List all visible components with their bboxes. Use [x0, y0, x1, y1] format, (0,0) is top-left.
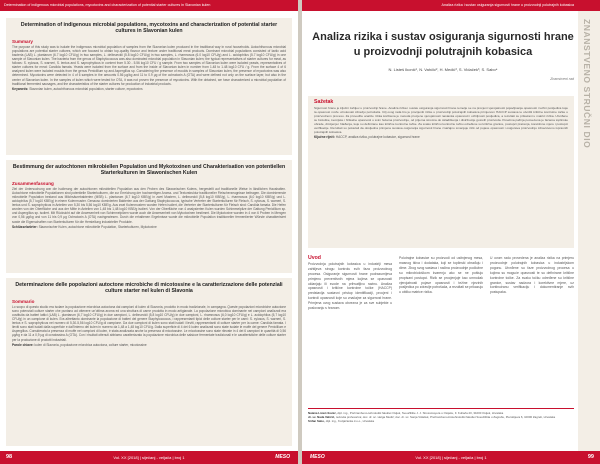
abstract-text: Ziel der Untersuchung war die Isolierung der autochtonen mikrobiellen Population aus den Proben des Slawonischen Kulens, hergestellt auf traditionelle Weise in ländlichen Haushalten. Autochtone mikrobielle Populationen sind potentielle Starterkulturen, die zur Erreichung der hochwertigen Aroma- und Texturstruktur traditioneller Fleischerzeugnisse beitragen. Die dominierende mikrobielle Population bestand aus Milchsäurebakterien (MSB) L. plantarum (6,7 log10 KBE/g) in zwei Mustern, L. delbrueckii (5,8 log10 KBE/g), L. rhamnosus (6,0 log10 KBE/g) und L. acidophilus (5,7 log10 KBE/g) in einem Kulenmuster. Genauso dominierten Bakterien aus der Gattung Staphylococcus, typische Vertreter der Starterkulturen für Fleisch, S. xylosus, S. warneri, S. lentus und S. saprophyticus in Anteilen von 5,30 bis 5,56 log10 KBE/g. Aus zwei Kulenmustern wurden Hefen isoliert, die Vertreter der Starterkulturen für Fleisch sind: Candida famata. Die Hefen wurden von der Oberfläche und aus der Mitte in Anteilen von 1,48 bis 1,48 log10 KBE/g isoliert. Von der Oberfläche von 4 analysierten Kulen wurden Schimmelpilze der Gattung Penicillium sp. und Aspergillus sp. isoliert. Mit Rücksicht auf die Anwesenheit von Schimmelpilzen wurde auch die Anwesenheit von Mykotoxinen bestimmt. Die Mykotoxine wurden in 4 von 6 Proben in Mengen von 0,56 µg/kg und von 11 bis 0,9 µg Ochratoxin A (OTA) nachgewiesen. Durch die erhaltenen Ergebnisse wurde die mikrobielle Population traditioneller fermentierter Würste charakterisiert sowie die Eigenschaften von Starterkulturen für die Herstellung industrieller Produkte. — [12, 186, 286, 224]
article-title: Analiza rizika i sustav osiguranja sigurnosti hrane u proizvodnji polutrajnih kobasica — [312, 31, 574, 58]
abstract-english — [6, 18, 292, 155]
page-number: 99 — [587, 454, 594, 460]
abstract-keywords — [12, 343, 286, 347]
page-number: 98 — [6, 454, 13, 460]
affiliation-text: redovita profesorica; doc. dr. sc. Helga Medić; doc. dr. sc. Sanja Vidaček, Prehrambeno-biotehnološki fakultet Sveučilišta u Zagrebu, Pierottijeva 6, 10000 Zagreb, Hrvatska — [335, 415, 556, 419]
keywords-value: kulen di Slavonia, popolazione microbica autoctona, colture starter, micotossine — [34, 342, 147, 347]
body-column-3 — [490, 256, 574, 295]
abstract-keywords — [12, 225, 286, 229]
abstract-italian — [6, 278, 292, 446]
keywords-label: Keywords: — [12, 86, 29, 91]
abstract-text: Sigurnost hrane je ključni zahtjev u proizvodnji hrane. Analiza rizika i sustav osiguranja sigurnosti hrane temelje se na procjeni vjerojatnosti pojavljivanja opasnosti i težini posljedica koje ta opasnost može uzrokovati zdravlju potrošača. Cilj ovog rada bio je procijeniti rizike u proizvodnji polutrajnih kobasica primjenom HACCP sustava te utvrditi kritične kontrolne točke u proizvodnom procesu. Za provedbu analize rizika korištena je metoda procjene vjerojatnosti nastanka opasnosti i ozbiljnosti posljedica, a rezultati su prikazani u matrici rizika. Utvrđene su biološke, kemijske i fizikalne opasnosti u svim fazama proizvodnje, od prijema sirovina do skladištenja i distribucije gotovih proizvoda. Posebna pažnja posvećena je fazama toplinske obrade, dimljenja i hlađenja, koje su definirane kao kritične kontrolne točke. Za svaku kritičnu kontrolnu točku određene su kritične granice, postupci praćenja, korektivne mjere i postupci verifikacije. Rezultati su pokazali da dosljedna primjena sustava osiguranja sigurnosti hrane značajno smanjuje rizik od pojave opasnosti i osigurava proizvodnju zdravstveno ispravnih polutrajnih kobasica. — [314, 106, 568, 135]
abstract-keywords — [12, 87, 286, 91]
keywords-value: Slawonischer Kulen, autochtone mikrobielle Population, Starterkulturen, Mykotoxine — [38, 224, 157, 229]
abstract-text: Lo scopo di questo studio era isolare la popolazione microbica autoctona dai campioni di kulen di Slavonia, prodotto in modo tradizionale, in campagna. Queste popolazioni microbiche autoctone sono potenziali culture starter che puntano ad ottenere un'ottima aroma ed una struttura di carne prodotta in modo artigianale. La popolazione microbica dominante nei campioni analizzati era costituita da batteri lattici (LAB) L. plantarum (6,7 log10 CFU/g) in due campioni, L. delbrueckii (5,8 log10 CFU/g) in due campioni, L. rhamnosus (6,0 log10 CFU/g) e L. acidophilus (5,7 log10 CFU/g) in un campione di kulen. Era altrettanto dominante la popolazione di batteri del genere Staphylococcus, i rappresentanti tipici delle colture starter per le carni: S. xylosus, S. warneri, S. lentus e S. saprophyticus nel numero di 5,30-5,56 log10 CFU/g di campione. Da due campioni di kulen sono stati isolati i lieviti, rappresentanti di colture starter per la carne: Candida famata. I lieviti sono stati isolati dalla superficie e dall'interno del kulen in numero da 1,48 a 1,48 log10 CFU/g. Dalla superficie di 4 dei 6 kulen analizzati sono state isolate le muffe del genere Penicillium e Aspergillus. Considerata la presenza di muffe nei campioni di kulen, è stata analizzata anche la presenza di micotossine. Le micotossine sono state rilevate in 4 dei 6 campioni in quantità di 0,56 µg/kg e da 11 a 0,9 µg di ocratossina A (OTA). Con i risultati ottenuti abbiamo caratterizzato la popolazione microbica delle salsicce fermentate tradizionali e le caratteristiche delle colture starter per la produzione di prodotti industriali. — [12, 304, 286, 342]
body-text: Proizvodnja polutrajnih kobasica u industriji mesa zahtijeva strogu kontrolu svih faza proizvodnog procesa. Osiguranje sigurnosti hrane podrazumijeva primjenu preventivnih mjera kojima se opasnosti uklanjaju ili svode na prihvatljivu razinu. Analiza opasnosti i kritične kontrolne točke (HACCP) predstavlja sustavni pristup identifikaciji, procjeni i kontroli opasnosti koje su značajne za sigurnost hrane. Primjena ovog sustava obvezna je za sve subjekte u poslovanju s hranom. — [308, 261, 392, 311]
affiliation-text: dipl. ing., Kozjačanka d.o.o., Hrvatska — [325, 419, 375, 423]
journal-logo: MESO — [310, 454, 325, 460]
keywords-label: Schlüsselwörter: — [12, 224, 38, 229]
affiliation-line — [308, 419, 574, 423]
affiliation-name: Srđan Sabo, — [308, 419, 325, 423]
journal-logo: MESO — [275, 454, 290, 460]
croatian-abstract — [308, 96, 574, 248]
footer-volume: Vol. XX [2018] | siječanj - veljača | broj 1 — [415, 455, 487, 460]
left-running-head: Determination of indigenous microbial populations, mycotoxins and characterization of potential starter cultures in Slavonian kulen — [0, 0, 298, 11]
abstract-german — [6, 160, 292, 273]
left-page — [0, 0, 298, 464]
article-type: Znanstveni rad — [550, 77, 574, 81]
abstract-title: Bestimmung der autochtonen mikrobiellen Population und Mykotoxinen und Charakterisation von potentiellen Starterkulturen im Slawonischen Kulen — [12, 164, 286, 177]
abstract-title: Determinazione delle popolazioni autoctone microbiche di micotossine e la caratterizzazione delle potenziali culture starter nel kulen di Slavonia — [15, 282, 283, 295]
affiliation-name: Nataša Listeš Ikonić, — [308, 411, 337, 415]
affiliation-text: dipl. ing., Prehrambeno-tehnološki fakultet Osijek, Sveučilište J. J. Strossmayera u Osijeku, F. Kuhača 20, 31000 Osijek, Hrvatska — [337, 411, 504, 415]
abstract-heading: Sommario — [12, 298, 35, 304]
right-page — [302, 0, 600, 464]
keywords-label: Parole chiave: — [12, 342, 34, 347]
abstract-heading: Sažetak — [314, 99, 334, 105]
body-text: U ovom radu provedena je analiza rizika na primjeru proizvodnje polutrajnih kobasica u industrijskom pogonu. Utvrđene su faze proizvodnog procesa u kojima su moguće opasnosti te su definirane kritične kontrolne točke. Za svaku točku određene su kritične granice, sustav nadzora i korektivne mjere, uz kontinuiranu verifikaciju i dokumentiranje svih postupaka. — [490, 256, 574, 295]
body-text: Polutrajne kobasice su proizvodi od usitnjenog mesa, masnog tkiva i dodataka, koji se toplinski obrađuju i dime. Zbog svog sastava i načina proizvodnje podložne su mikrobiološkom kvarenju ako se ne poštuju propisani postupci. Rizik se procjenjuje kao umnožak vjerojatnosti pojave opasnosti i težine njezinih posljedica po zdravlje potrošača, a rezultati se prikazuju u obliku matrice rizika. — [399, 256, 483, 295]
section-sidebar — [578, 11, 600, 451]
abstract-heading: Zusammenfassung — [12, 180, 54, 186]
affiliation-name: dr. sc. Nada Vahčić, — [308, 415, 335, 419]
footer-volume: Vol. XX [2018] | siječanj - veljača | broj 1 — [113, 455, 185, 460]
abstract-title: Determination of indigenous microbial populations, mycotoxins and characterization of potential starter cultures in Slavonian kulen — [20, 22, 278, 35]
abstract-heading: Summary — [12, 38, 33, 44]
body-column-2 — [399, 256, 483, 295]
sidebar-label: ZNANSTVENO STRUČNI DIO — [582, 19, 592, 149]
article-authors: N. Listeš Ikonić¹, N. Vahčić², H. Medić³, S. Vidaček³, S. Sabo⁴ — [388, 67, 498, 72]
section-heading: Uvod — [308, 255, 321, 261]
author-affiliations — [308, 408, 574, 423]
abstract-text: The purpose of this study was to isolate the indigenous microbial population of samples from the Slavonian kulen produced in the traditional way in rural households. Autochthonous microbial populations are potential starter cultures, which are focused to obtain top-quality flavour and texture under traditional meat products. Dominant microbial populations consisted of lactic acid bacteria (LAB) L. plantarum (6.7 log10 CFU/g) in two samples, L. delbrueckii (5.8 log10 CFU/g) in two samples, L. rhamnosus (6.0 log10 CFU/g) and L. acidophilus (5.7 log10 CFU/g) in one sample of Slavonian kulen. The bacteria from the genus of Staphylococcus was also dominated microbial population in Slavonian kulen; the typical representatives of starter cultures for meat, as follows: S. xylosus, S. warneri, S. lentus and S. saprophyticus in content from 5.30 - 5.56 log10 CFU / g sample. From two samples of Slavonian kulen were isolated yeasts, representatives of starter cultures for meat: Candida famata. Yeasts were isolated from the surface and from the inside of Slavonian kulen in number from 1.48 to 1.48 log10 CFU / g. From the surface 4 of 6 analyzed kulen were isolated moulds from the genus Penicillium sp and Aspergillus sp. Considering the presence of moulds in samples of Slavonian kulen, the presence of mycotoxins was also determined. Mycotoxins were detected in 4 of 6 samples in the amounts 0.56 µg/kg and 11 to 0.9 µg of the ochratoxin A (OTA) and were defined not only on the surface layer, but also in the center of Slavonian kulen. In the samples of kulen which were tested for OTA, it was not proven the presence of mycotoxins. With the obtained, we have characterized a microbial population of traditional fermented sausages, and the characteristics of the starter cultures for production of industrial products. — [12, 44, 286, 86]
body-column-1 — [308, 256, 392, 311]
right-running-head: Analiza rizika i sustav osiguranja sigurnosti hrane u proizvodnji polutrajnih kobasica — [302, 0, 600, 11]
keywords-label: Ključne riječi: — [314, 135, 335, 140]
abstract-keywords — [314, 135, 568, 139]
right-footer — [302, 451, 600, 464]
left-footer — [0, 451, 298, 464]
keywords-value: HACCP, analiza rizika, polutrajne kobasice, sigurnost hrane — [335, 135, 420, 140]
keywords-value: Slavonian kulen, autochthonous microbial population, starter culture, mycotoxins — [29, 86, 143, 91]
